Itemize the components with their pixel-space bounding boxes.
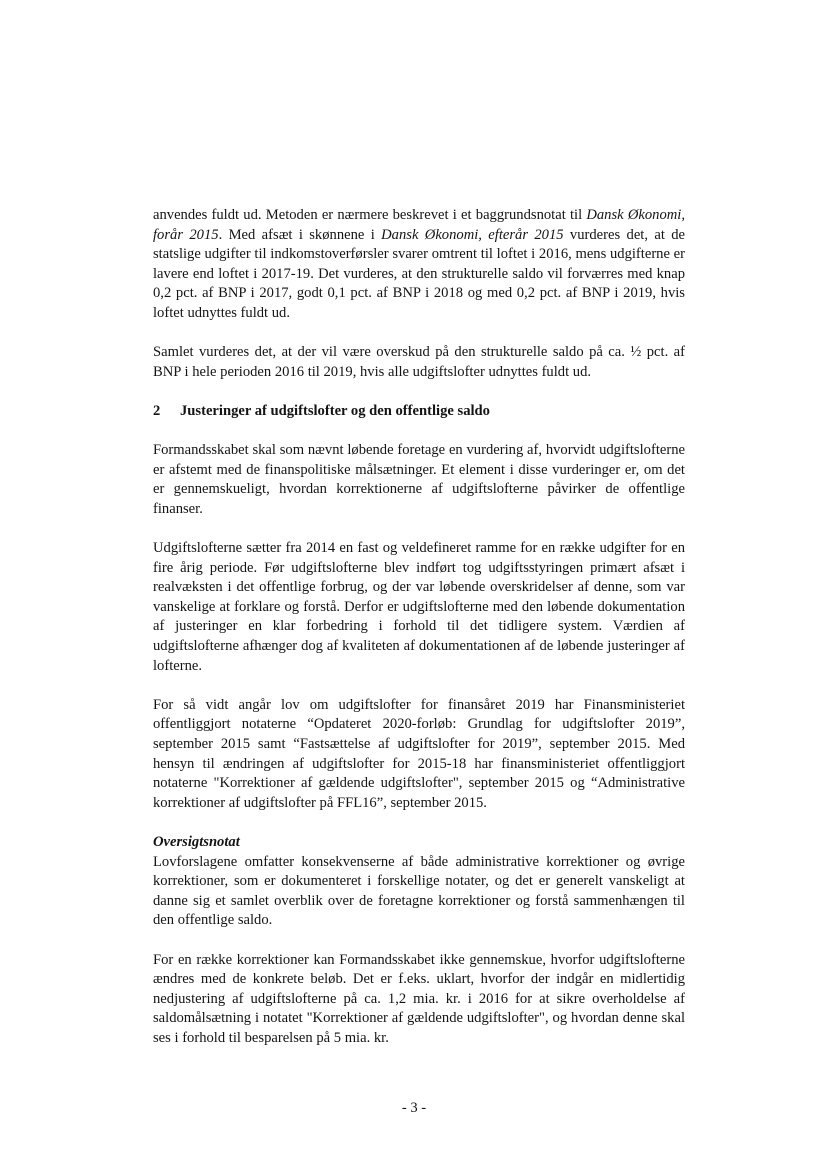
paragraph-2: Samlet vurderes det, at der vil være overskud på den strukturelle saldo på ca. ½ pct. af BNP i hele perioden 2016 til 2019, hvis alle udgiftslofter udnyttes fuldt ud. [153,344,685,380]
section-heading [153,402,685,422]
paragraph-6: Lovforslagene omfatter konsekvenserne af både administrative korrektioner og øvrige korrektioner, som er dokumenteret i forskellige notater, og det er generelt vanskeligt at danne sig et samlet overblik over de foretagne korrektioner og forstå sammenhængen til den offentlige saldo. [153,853,685,929]
document-body [153,206,685,1049]
publication-title: Dansk Økonomi, efterår 2015 [381,226,564,243]
section-number: 2 [153,402,161,419]
subheading: Oversigtsnotat [153,834,240,850]
publication-title: Dansk Økonomi, forår 2015 [153,207,685,243]
paragraph-4: Udgiftslofterne sætter fra 2014 en fast og veldefineret ramme for en række udgifter for en fire årig periode. Før udgiftslofterne blev indført tog udgiftsstyringen primært afsæt i realvæksten i det offentlige forbrug, og der var løbende overskridelser af denne, som var vanskelige at forklare og forstå. Derfor er udgiftslofterne med den løbende dokumentation af justeringer en klar forbedring i forhold til det tidligere system. Værdien af udgiftslofterne afhænger dog af kvaliteten af dokumentationen af de løbende justeringer af lofterne. [153,540,685,674]
paragraph-5: For så vidt angår lov om udgiftslofter for finansåret 2019 har Finansministeriet offentliggjort notaterne “Opdateret 2020-forløb: Grundlag for udgiftslofter 2019”, september 2015 samt “Fastsættelse af udgiftslofter for 2019”, september 2015. Med hensyn til ændringen af udgiftslofter for 2015-18 har finansministeriet offentliggjort notaterne "Korrektioner af gældende udgiftslofter", september 2015 og “Administrative korrektioner af udgiftslofter på FFL16”, september 2015. [153,696,685,811]
paragraph-3: Formandsskabet skal som nævnt løbende foretage en vurdering af, hvorvidt udgiftslofterne er afstemt med de finanspolitiske målsætninger. Et element i disse vurderinger er, om det er gennemskueligt, hvordan korrektionerne af udgiftslofterne påvirker de offentlige finanser. [153,442,685,517]
paragraph-1: anvendes fuldt ud. Metoden er nærmere beskrevet i et baggrundsnotat til Dansk Økonomi, forår 2015. Med afsæt i skønnene i Dansk Økonomi, efterår 2015 vurderes det, at de statslige udgifter til indkomstoverførsler svarer omtrent til loftet i 2016, mens udgifterne er lavere end loftet i 2017-19. Det vurderes, at den strukturelle saldo vil forværres med knap 0,2 pct. af BNP i 2017, godt 0,1 pct. af BNP i 2018 og med 0,2 pct. af BNP i 2019, hvis loftet udnyttes fuldt ud. [153,207,686,321]
section-title: Justeringer af udgiftslofter og den offentlige saldo [180,402,490,419]
paragraph-7: For en række korrektioner kan Formandsskabet ikke gennemskue, hvorfor udgiftslofterne ændres med de konkrete beløb. Det er f.eks. uklart, hvorfor der indgår en midlertidig nedjustering af udgiftslofterne på ca. 1,2 mia. kr. i 2016 for at sikre overholdelse af saldomålsætning i notatet "Korrektioner af gældende udgiftslofter", og hvordan denne skal ses i forhold til besparelsen på 5 mia. kr. [153,951,685,1046]
page-number: - 3 - [401,1100,427,1116]
